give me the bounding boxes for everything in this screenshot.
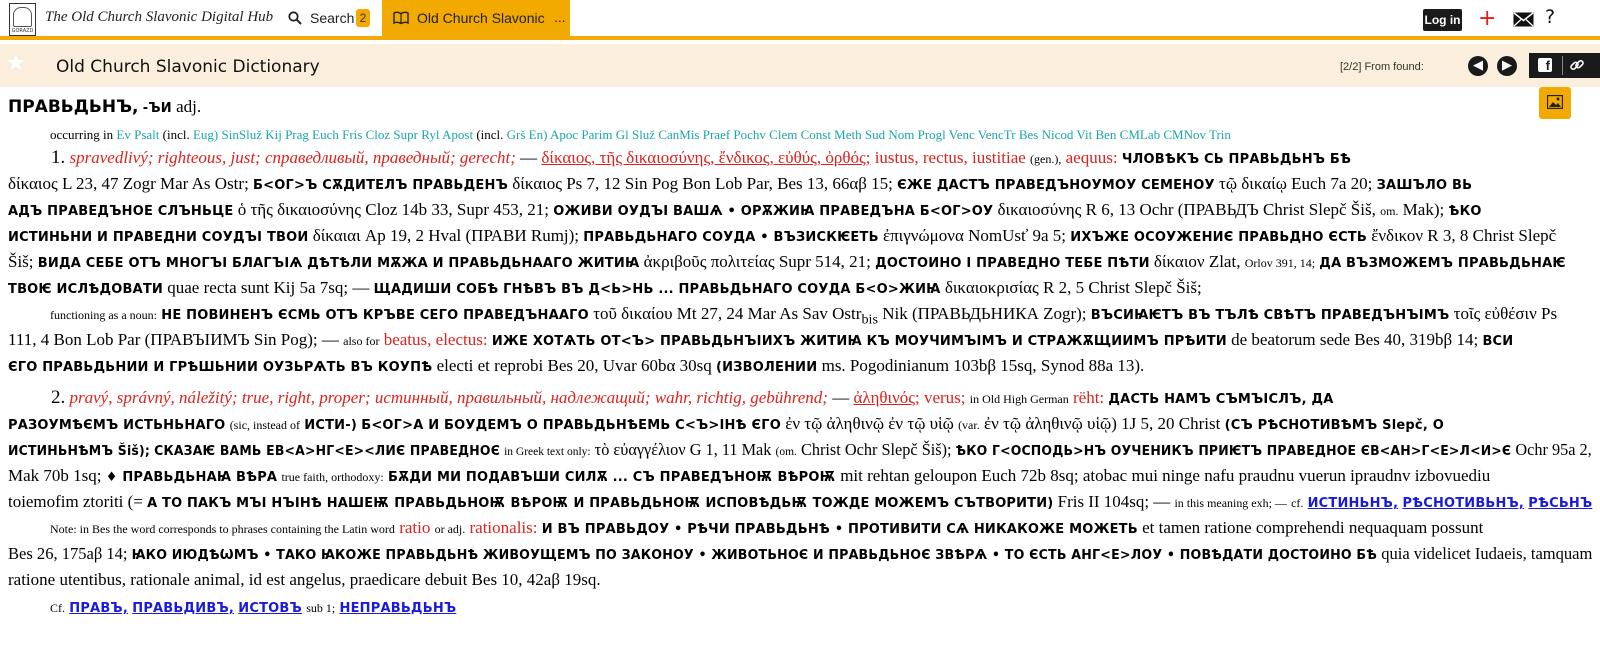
- citation: ὁ τῆς δικαιοσύνης Cloz 14b 33, Supr 453, 21;: [237, 200, 549, 219]
- cf-label: cf.: [1291, 496, 1304, 510]
- citation: ἐπιγνώμονα NomUsť 9a 5;: [882, 226, 1067, 245]
- help-icon[interactable]: ?: [1545, 6, 1556, 28]
- entry-line: [8, 541, 1592, 569]
- phrase-heading: ♦ ПРАВЬДЬНАꙖ ВѢРА: [105, 470, 278, 485]
- entry-line: [8, 463, 1490, 491]
- ocs-example: ИСТИ-): [304, 418, 357, 433]
- ocs-example: ѢКО: [1448, 204, 1482, 219]
- ocs-example: А ТО ПАКЪ МЪІ НЪІНѢ НАШЕѬ ПРАВЬДЬНОѬ ВѢРОѬ И ПРАВЬДЬНОѬ ИСПОВѢДЬѬ ТОЖДЕ МОЖЕМЪ СЪТВОРИТИ): [147, 496, 1054, 511]
- grammar-note: Orlov 391, 14;: [1244, 256, 1316, 270]
- citation: τῷ δικαίῳ Euch 7a 20;: [1218, 174, 1373, 193]
- sense-definition: pravý, správný, náležitý; true, right, proper; истинный, правильный, надлежащий; wahr, richtig, gebührend;: [69, 388, 828, 407]
- dash: —: [520, 148, 538, 167]
- ocs-example: ИХЪЖЕ ОСОУЖЕНИЄ ПРАВЬДНО ЄСТЬ: [1070, 230, 1367, 245]
- entry-line: [8, 197, 1482, 225]
- entry-line: [8, 353, 1144, 381]
- ocs-example: ЗАШЪЛО ВЬ: [1376, 178, 1473, 193]
- link-icon[interactable]: [1569, 57, 1585, 73]
- cross-reference-link[interactable]: ИСТОВЪ: [238, 601, 302, 616]
- sense-1-line: [51, 145, 1351, 173]
- citation: Šiš;: [8, 252, 34, 271]
- ocs-example: СКАЗАѤ ВАМЬ ЕВ<А>НГ<Е><ЛИЄ ПРАВЕДНОЄ: [154, 444, 501, 459]
- variant-note: (СЪ РѢСНОТИВѢМЪ Slepč, О: [1224, 418, 1444, 433]
- citation: Nik: [882, 304, 908, 323]
- citation: 1J 5, 20 Christ: [1121, 414, 1221, 433]
- subscript: bis: [861, 311, 878, 328]
- ocs-example: ѢКО Г<ОСПОДЬ>НЪ ОУЧЕНИКЪ ПРИѤТЪ ПРАВЕДНОЕ ЄВ<АН>Г<Е>Л<И>Є: [955, 444, 1512, 459]
- headword-ending: -ЪИ: [142, 101, 172, 116]
- usage-note: in this meaning exh; —: [1174, 496, 1287, 510]
- latin-equivalent: rationalis:: [469, 518, 538, 537]
- latin-equivalent: aequus:: [1065, 148, 1118, 167]
- search-icon: [288, 11, 302, 25]
- cf-label: Cf.: [50, 601, 65, 615]
- ohg-equivalent: rëht:: [1073, 388, 1105, 407]
- ocs-example: ИСТИНЬНИ И ПРАВЕДНИ СОУДЪІ ТВОИ: [8, 230, 309, 245]
- mail-icon[interactable]: [1513, 12, 1534, 27]
- grammar-note: (var.: [958, 418, 980, 432]
- source-list[interactable]: SinSluž Kij Prag Euch Fris Cloz Supr Ryl Apost: [221, 127, 474, 142]
- cross-reference-link[interactable]: ИСТИНЬНЪ,: [1307, 496, 1399, 511]
- citation: ἀκριβοῦς πολιτείας Supr 514, 21;: [643, 252, 871, 271]
- citation: τοῦ δικαίου Mt 27, 24 Mar As Sav Ostr: [593, 304, 862, 323]
- occurring-label: occurring in: [50, 127, 114, 142]
- ocs-example: ДАСТЬ НАМЪ СЪМЪІСЛЪ, ДА: [1108, 392, 1334, 407]
- next-result-button[interactable]: ▶: [1497, 56, 1517, 76]
- usage-note: or adj.: [434, 522, 466, 536]
- image-icon: [1547, 95, 1563, 109]
- citation: et tamen ratione comprehendi nequaquam possunt: [1142, 518, 1484, 537]
- source-list[interactable]: Eug): [192, 127, 219, 142]
- entry-line: [8, 411, 1444, 439]
- usage-note: Note: in Bes the word corresponds to phrases containing the Latin word: [50, 522, 395, 536]
- variant-note: ИСТИНЬНѢМЪ Šiš);: [8, 444, 151, 459]
- sense-number: 2.: [51, 387, 66, 408]
- entry-headline: [8, 94, 201, 122]
- grammar-note: (sic, instead of: [229, 418, 300, 432]
- part-of-speech: adj.: [176, 97, 202, 116]
- entry-line: [8, 567, 601, 593]
- ocs-example: И ВЪ ПРАВЬДОУ • РѢЧИ ПРАВЬДЬНѢ • ПРОТИВИТИ СѦ НИКАКОЖЕ МОЖЕТЬ: [541, 522, 1138, 537]
- entry-line: [8, 171, 1472, 199]
- cross-reference-link[interactable]: НЕПРАВЬДЬНЪ: [339, 601, 457, 616]
- greek-equivalents[interactable]: δίκαιος, τῆς δικαιοσύνης, ἔνδικος, εὐθύς, ὀρθός;: [541, 148, 871, 167]
- citation: τὸ εὐαγγέλιον G 1, 11 Mak: [594, 440, 772, 459]
- entry-line: [8, 437, 1592, 465]
- ocs-example: ꙖКО ИЮДѢѠМЪ • ТАКО ꙖКОЖЕ ПРАВЬДЬНѢ ЖИВОУЩЕМЪ ПО ЗАКОНОУ • ЖИВОТЬНОЄ И ПРАВЬДЬНОЄ ЗВѢРѦ • ТО ЄСТЬ АНГ<Е>ЛОУ • ПОВѢДАТИ ДОСТОИНО БѢ: [131, 548, 1378, 563]
- tab-label: Old Church Slavonic: [417, 10, 545, 26]
- cf-line: [50, 594, 456, 622]
- entry-line: [8, 275, 1202, 303]
- ocs-example: Б<ОГ>А И БОУДЕМЪ О ПРАВЬДЬНѢЕМЬ С<Ъ>ІНѢ ЄГО: [361, 418, 781, 433]
- latin-equivalent: ratio: [399, 518, 431, 537]
- ocs-example: ЩАДИШИ СОБѢ ГНѢВЪ ВЪ Д<Ь>НЬ ... ПРАВЬДЬНАГО СОУДА Б<О>ЖИꙖ: [373, 282, 941, 297]
- incl-label: (incl.: [162, 127, 190, 142]
- ocs-example: Б<ОГ>Ъ СѪДИТЕЛЪ ПРАВЬДЕНЪ: [253, 178, 508, 193]
- citation: ἐν τῷ ἀληθινῷ υἱῷ): [983, 414, 1117, 433]
- citation: τοῖς εὐθέσιν Ps: [1453, 304, 1558, 323]
- ocs-example: НЕ ПОВИНЕНЪ ЄСМЬ ОТЪ КРЪВЕ СЕГО ПРАВЕДЪНААГО: [161, 308, 589, 323]
- grammar-note: (om.: [775, 444, 797, 458]
- variant-note: (ПРАВЬДЪ Christ Slepč Šiš,: [1177, 200, 1376, 219]
- variant-note: (ИЗВОЛЕНИИ: [716, 360, 818, 375]
- cross-reference-link[interactable]: РѢСНОТИВЬНЪ,: [1402, 496, 1525, 511]
- citation: δίκαιον Zlat,: [1153, 252, 1241, 271]
- latin-equivalents: beatus, electus:: [383, 330, 488, 349]
- greek-equivalents[interactable]: ἀληθινός;: [853, 388, 920, 407]
- star-icon[interactable]: ★: [6, 51, 26, 76]
- citation: Fris II 104sq; —: [1057, 492, 1171, 511]
- ocs-example: ТВОѤ ИСЛѢДОВАТИ: [8, 282, 164, 297]
- top-navigation-bar: [0, 0, 1600, 40]
- headword: ПРАВЬДЬНЪ,: [8, 97, 139, 117]
- cross-reference-link[interactable]: ПРАВЪ,: [69, 601, 128, 616]
- gorazd-logo[interactable]: [9, 3, 36, 36]
- share-toolbar: [1529, 53, 1600, 78]
- source-list[interactable]: Grš En): [506, 127, 548, 142]
- usage-note: true faith, orthodoxy:: [281, 470, 384, 484]
- citation: δίκαιαι Ap 19, 2 Hval: [312, 226, 462, 245]
- usage-note: in Greek text only:: [504, 444, 591, 458]
- sense-number: 1.: [51, 147, 66, 168]
- found-counter: [2/2] From found:: [1340, 61, 1424, 73]
- divider: [1562, 56, 1563, 75]
- citation: δίκαιος L 23, 47 Zogr Mar As Ostr;: [8, 174, 249, 193]
- login-button[interactable]: Log in: [1423, 9, 1462, 31]
- ocs-example: ДОСТОИНО І ПРАВЕДНО ТЕБЕ ПѢТИ: [875, 256, 1150, 271]
- plus-icon[interactable]: +: [1478, 6, 1497, 31]
- grammar-note: (gen.),: [1030, 152, 1062, 166]
- citation: 111, 4 Bon Lob Par: [8, 330, 141, 349]
- previous-result-button[interactable]: ◀: [1468, 56, 1488, 76]
- ocs-example: ВИДА СЕБЕ ОТЪ МНОГЪІ БЛАГЪІѦ ДѢТѢЛИ МѪЖА И ПРАВЬДЬНААГО ЖИТИꙖ: [37, 256, 640, 271]
- ocs-example: ПРАВЬДЬНАГО СОУДА • ВЪЗИСКѤЕТЬ: [583, 230, 879, 245]
- ocs-example: ОЖИВИ ОУДЪІ ВАШѦ • ОРѪЖИꙖ ПРАВЕДЪНА Б<ОГ>ОУ: [553, 204, 994, 219]
- tab-old-church-slavonic[interactable]: [382, 0, 570, 40]
- entry-line: [8, 489, 1592, 517]
- logo-emblem: [13, 7, 32, 27]
- citation: ms. Pogodinianum 103bβ 15sq, Synod 88a 13).: [821, 356, 1145, 375]
- citation: Ochr 95a 2,: [1515, 440, 1592, 459]
- variant-note: (ПРАВЬДЬНИКА Zogr);: [911, 304, 1087, 323]
- image-view-button[interactable]: [1539, 87, 1571, 119]
- usage-note: also for: [343, 334, 380, 348]
- sense-2-line: [51, 385, 1334, 413]
- latin-equivalents: iustus, rectus, iustitiae: [874, 148, 1026, 167]
- cross-reference-link[interactable]: ПРАВЬДИВЪ,: [132, 601, 235, 616]
- citation: quae recta sunt Kij 5a 7sq; —: [167, 278, 370, 297]
- ocs-example: ДА ВЪЗМОЖЕМЪ ПРАВЬДЬНАѤ: [1319, 256, 1566, 271]
- citation: δικαιοκρισίας R 2, 5 Christ Slepč Šiš;: [944, 278, 1202, 297]
- variant-note: (ПРАВИ Rumj);: [465, 226, 580, 245]
- citation: mit rehtan geloupon Euch 72b 8sq; atobac mui ninge nafu praudnu vuerun ipraudnv izbovuediu: [840, 466, 1491, 485]
- ocs-example: ИЖЕ ХОТѦТЬ ОТ<Ъ> ПРАВЬДЬНЪІИХЪ ЖИТИꙖ КЪ МОУЧИМЪІМЪ И СТРАЖѪЩИИМЪ ПРѢИТИ: [491, 334, 1227, 349]
- sense-definition: spravedlivý; righteous, just; справедливый, праведный; gerecht;: [69, 148, 516, 167]
- citation: ἐν τῷ ἀληθινῷ ἐν τῷ υἱῷ: [785, 414, 954, 433]
- usage-note: sub 1;: [306, 601, 336, 615]
- book-icon: [393, 11, 409, 25]
- ocs-example: ЄЖЕ ДАСТЪ ПРАВЕДЪНОУМОУ СЕМЕНОУ: [897, 178, 1215, 193]
- search-tab-label: Search: [310, 10, 355, 26]
- citation: δικαιοσύνης R 6, 13 Ochr: [997, 200, 1174, 219]
- citation: δίκαιος Ps 7, 12 Sin Pog Bon Lob Par, Bes 13, 66αβ 15;: [512, 174, 893, 193]
- ocs-example: ЄГО ПРАВЬДЬНИИ И ГРѢШЬНИИ ОУЗЬРѦТЬ ВЪ КОУПѢ: [8, 360, 433, 375]
- variant-note: (ПРАВЪІИМЪ Sin Pog); —: [144, 330, 339, 349]
- ocs-example: АДЪ ПРАВЕДЪНОЕ СЛЪНЬЦЕ: [8, 204, 234, 219]
- cross-reference-link[interactable]: РѢСЬНЪ: [1528, 496, 1593, 511]
- citation: quia videlicet Iudaeis, tamquam: [1381, 544, 1593, 563]
- grammar-note: om.: [1380, 204, 1399, 218]
- usage-note: functioning as a noun:: [50, 308, 157, 322]
- citation: ratione utentibus, rationale animal, id est angelus, praedicare debuit Bes 10, 42aβ 19sq.: [8, 570, 601, 589]
- search-tab[interactable]: [278, 0, 382, 40]
- citation: Christ Ochr Slepč Šiš);: [800, 440, 952, 459]
- tab-more: ...: [554, 9, 566, 25]
- entry-line: [50, 515, 1483, 543]
- citation: Mak);: [1402, 200, 1445, 219]
- citation: toiemofim ztoriti (=: [8, 492, 143, 511]
- citation: electi et reprobi Bes 20, Uvar 60bα 30sq: [436, 356, 712, 375]
- dash: —: [832, 388, 850, 407]
- entry-line: [8, 223, 1556, 251]
- ocs-example: РАЗОУМѢЄМЪ ИСТЬНЬНАГО: [8, 418, 226, 433]
- citation: Bes 26, 175aβ 14;: [8, 544, 128, 563]
- ocs-example: ЧЛОВѢКЪ СЬ ПРАВЬДЬНЪ БѢ: [1121, 152, 1352, 167]
- site-title[interactable]: The Old Church Slavonic Digital Hub: [45, 9, 274, 25]
- source-list[interactable]: Ev Psalt: [116, 127, 160, 142]
- ocs-example: ВСИ: [1482, 334, 1514, 349]
- source-list[interactable]: Apoc Parim Gl Služ CanMis Praef Pochv Clem Const Meth Sud Nom Progl Venc VencTr Bes Nicod Vit Ben CMLab CMNov Trin: [550, 127, 1231, 142]
- dictionary-header: [0, 44, 1600, 87]
- ocs-example: БѪДИ МИ ПОДАВЪШИ СИЛѪ ... СЪ ПРАВЕДЪНОѬ ВѢРОѬ: [388, 470, 836, 485]
- facebook-icon[interactable]: f: [1538, 58, 1552, 72]
- incl-label: (incl.: [476, 127, 504, 142]
- search-count-badge: 2: [356, 9, 370, 27]
- page-title: Old Church Slavonic Dictionary: [56, 57, 320, 77]
- logo-text: GORAZD: [11, 28, 34, 34]
- citation: de beatorum sede Bes 40, 319bβ 14;: [1231, 330, 1479, 349]
- entry-line: [8, 249, 1566, 277]
- ocs-example: ВЪСИꙖѤТЪ ВЪ ТЪЛѢ СВѢТЪ ПРАВЕДЪНЪІМЪ: [1090, 308, 1450, 323]
- latin-equivalent: verus;: [923, 388, 966, 407]
- citation: Mak 70b 1sq;: [8, 466, 102, 485]
- citation: ἔνδικον R 3, 8 Christ Slepč: [1371, 226, 1557, 245]
- entry-line: [8, 327, 1513, 355]
- usage-note: in Old High German: [969, 392, 1069, 406]
